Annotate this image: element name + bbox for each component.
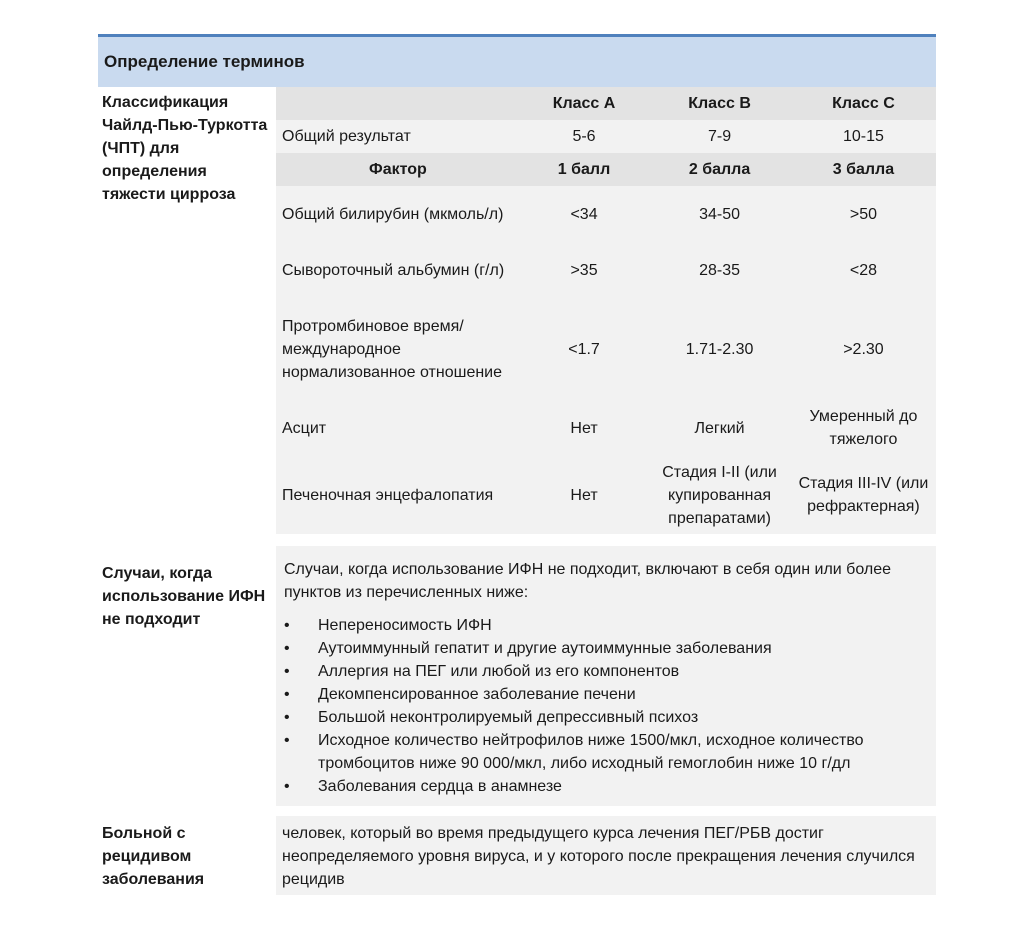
- page-title: Определение терминов: [104, 52, 305, 71]
- table-row: Асцит Нет Легкий Умеренный до тяжелого: [282, 408, 918, 448]
- bullet-icon: •: [284, 663, 290, 680]
- class-c-header: Класс C: [791, 87, 936, 120]
- relapse-label: Больной с рецидивом заболевания: [98, 816, 276, 895]
- bullet-icon: •: [284, 732, 290, 749]
- definitions-table: [98, 34, 936, 895]
- cpt-content: [276, 87, 936, 534]
- ifn-list: [284, 614, 928, 798]
- list-item: • Исходное количество нейтрофилов ниже 1500/мкл, исходное количество тромбоцитов ниже 90 000/мкл, либо исходный гемоглобин ниже 10 г/дл: [284, 729, 928, 775]
- bullet-icon: •: [284, 778, 290, 795]
- list-item: • Непереносимость ИФН: [284, 614, 928, 637]
- table-row: Сывороточный альбумин (г/л) >35 28-35 <28: [282, 261, 878, 279]
- table-row: Общий билирубин (мкмоль/л) <34 34-50 >50: [282, 205, 878, 223]
- factor-header-row: Фактор 1 балл 2 балла 3 балла: [276, 153, 936, 186]
- ifn-label: Случаи, когда использование ИФН не подходит: [98, 546, 276, 806]
- ifn-intro: Случаи, когда использование ИФН не подходит, включают в себя один или более пунктов из перечисленных ниже:: [284, 561, 892, 601]
- list-item: • Аллергия на ПЕГ или любой из его компонентов: [284, 660, 928, 683]
- ifn-content: [276, 546, 936, 806]
- total-row: Общий результат 5-6 7-9 10-15: [282, 128, 884, 145]
- bullet-icon: •: [284, 709, 290, 726]
- list-item: • Декомпенсированное заболевание печени: [284, 683, 928, 706]
- bullet-icon: •: [284, 617, 290, 634]
- list-item: • Аутоиммунный гепатит и другие аутоиммунные заболевания: [284, 637, 928, 660]
- list-item: • Большой неконтролируемый депрессивный психоз: [284, 706, 928, 729]
- list-item: • Заболевания сердца в анамнезе: [284, 775, 928, 798]
- cpt-label: Классификация Чайлд-Пью-Туркотта (ЧПТ) для определения тяжести цирроза: [98, 87, 276, 534]
- bullet-icon: •: [284, 686, 290, 703]
- class-header-row: [276, 87, 936, 120]
- class-b-header: Класс B: [648, 87, 791, 120]
- bullet-icon: •: [284, 640, 290, 657]
- table-row: Протромбиновое время/ международное нормализованное отношение <1.7 1.71-2.30 >2.30: [282, 317, 884, 381]
- relapse-section: [98, 816, 936, 895]
- cpt-table: [276, 87, 936, 534]
- relapse-content: человек, который во время предыдущего курса лечения ПЕГ/РБВ достиг неопределяемого уровня вируса, и у которого после прекращения лечения случился рецидив: [276, 816, 936, 895]
- section-header: [98, 34, 936, 87]
- class-a-header: Класс A: [520, 87, 648, 120]
- cpt-section: [98, 87, 936, 534]
- ifn-section: [98, 546, 936, 806]
- table-row: Печеночная энцефалопатия Нет Стадия I-II (или купированная препаратами) Стадия III-IV (или рефрактерная): [282, 463, 929, 527]
